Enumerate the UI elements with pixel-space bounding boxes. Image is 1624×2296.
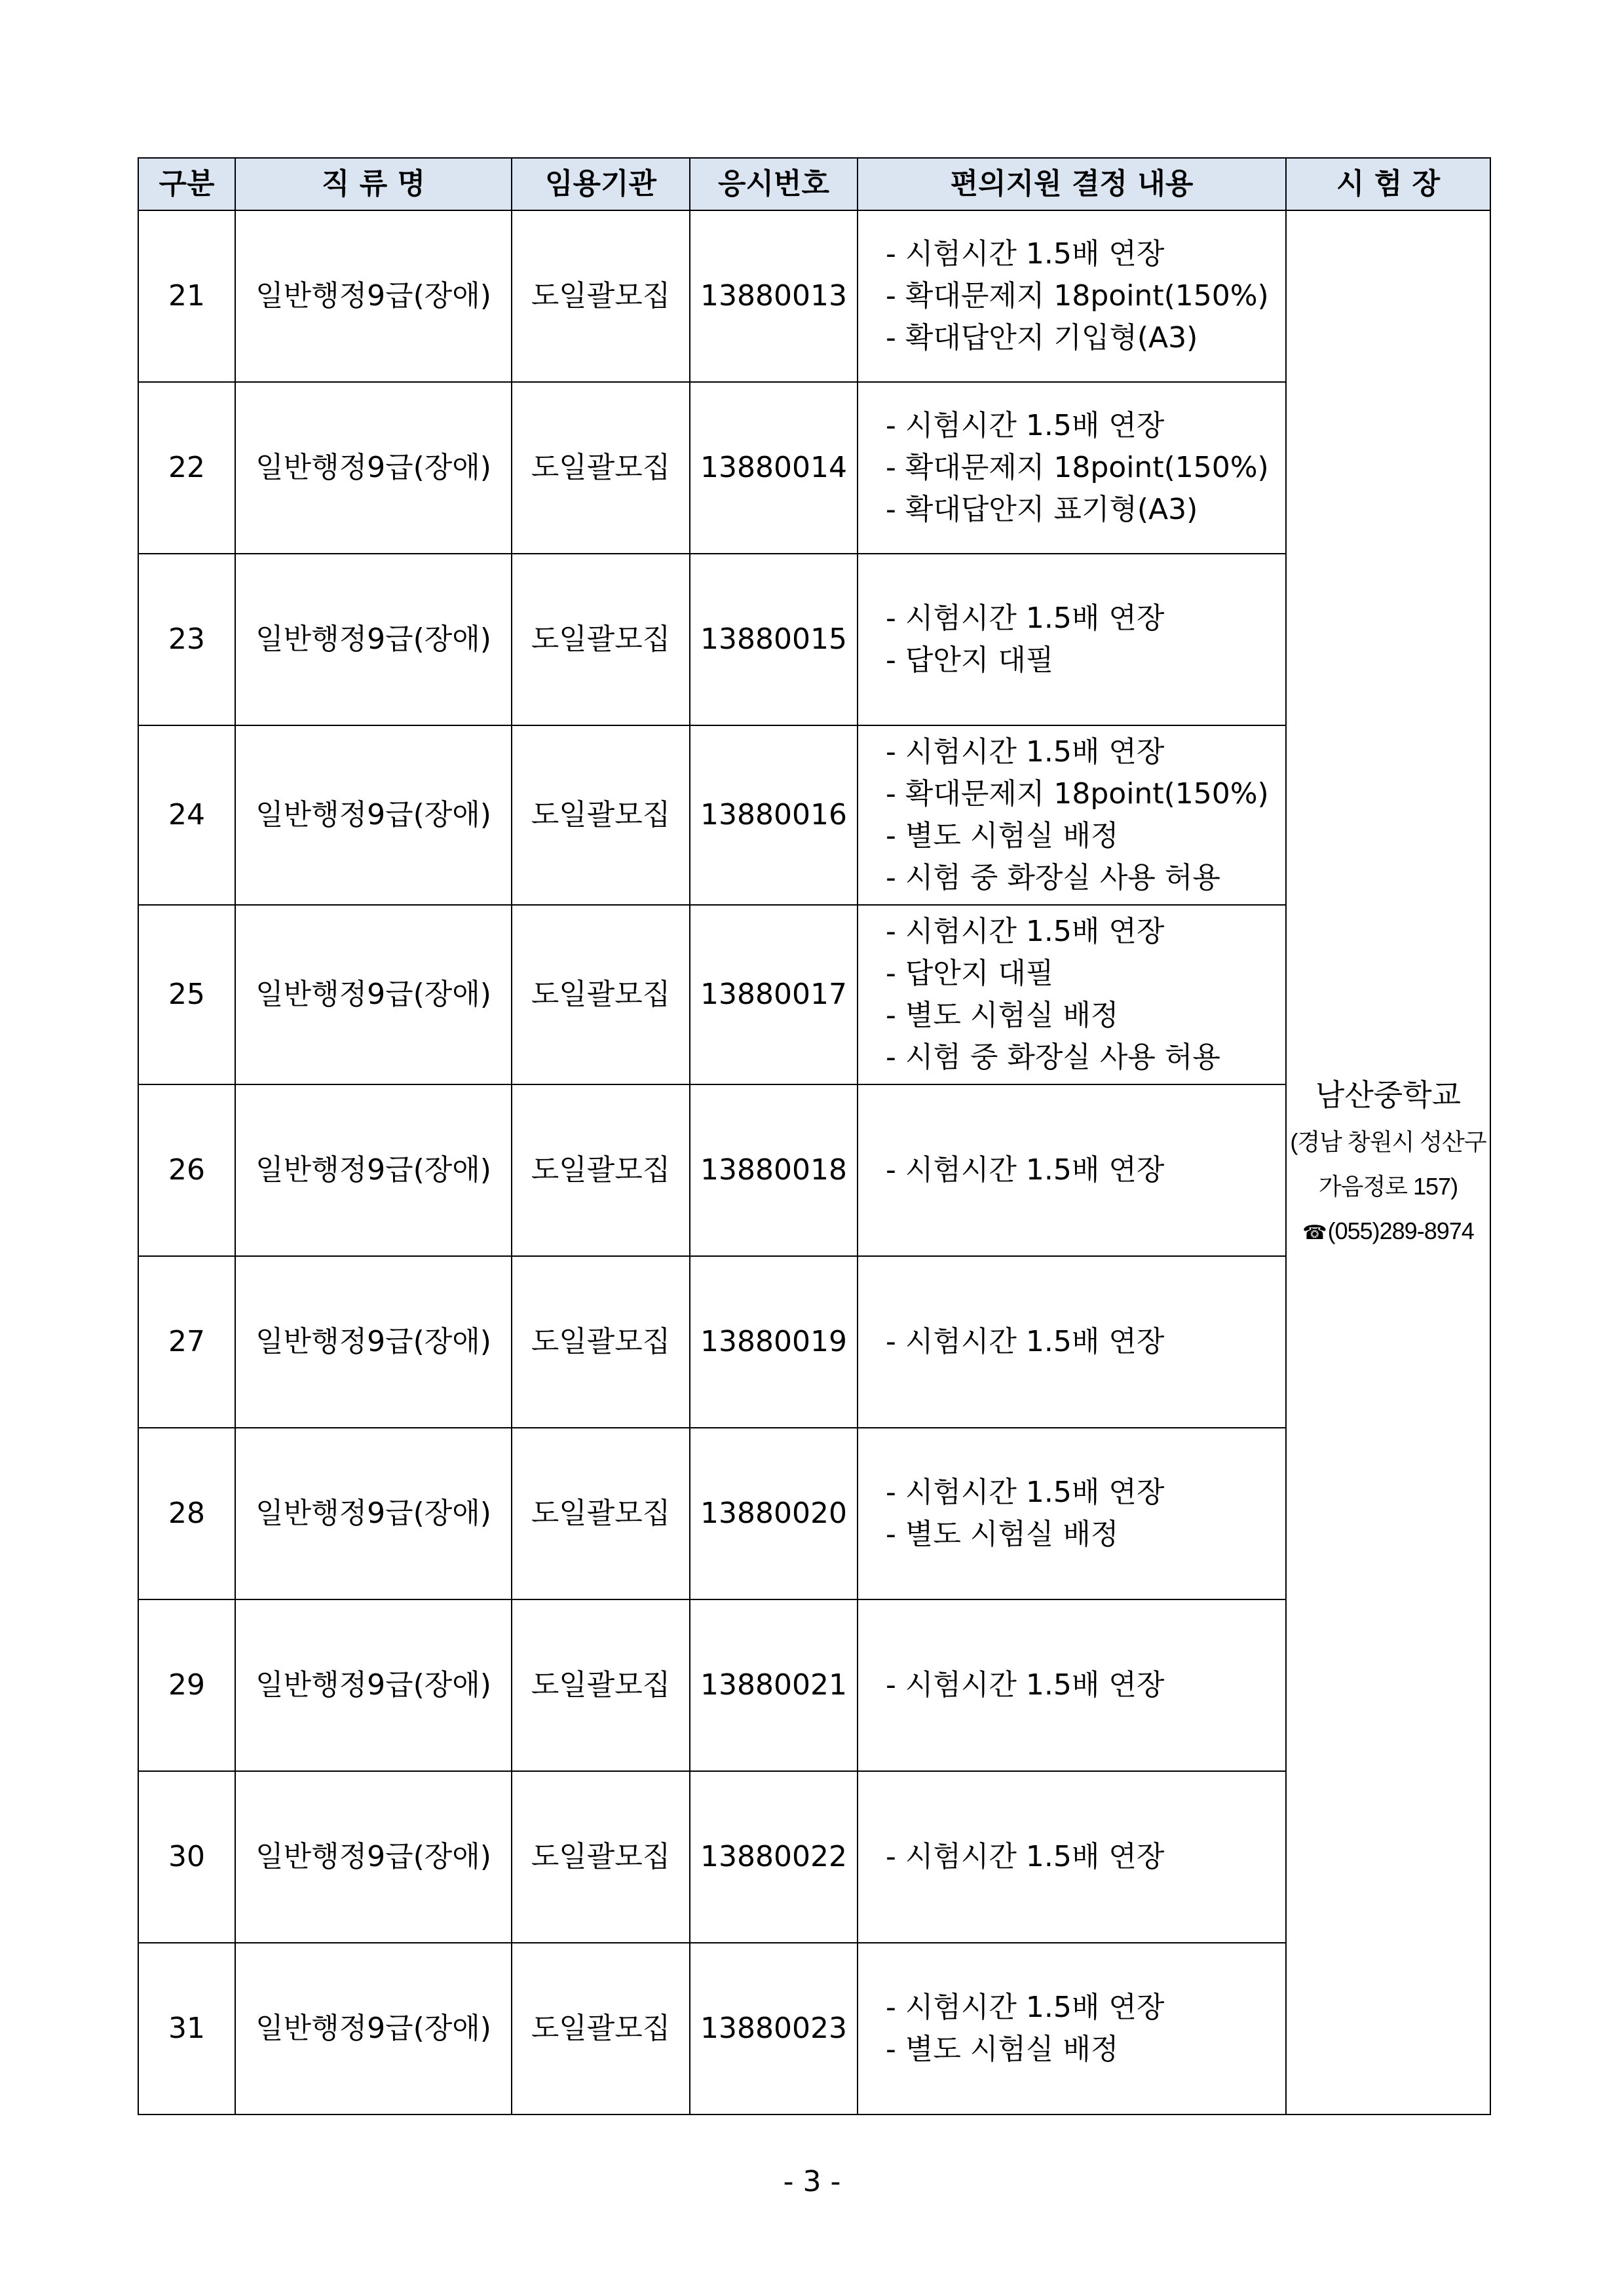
header-category: 구분 <box>138 158 235 210</box>
agency-cell: 도일괄모집 <box>512 1428 690 1599</box>
page-number: - 3 - <box>783 2165 841 2198</box>
exam-number-cell: 13880014 <box>690 382 858 554</box>
table-header-row <box>138 158 1490 210</box>
support-item: - 시험시간 1.5배 연장 <box>886 1325 1165 1358</box>
job-title-cell: 일반행정9급(장애) <box>235 1256 512 1428</box>
support-item: - 시험시간 1.5배 연장 <box>886 1153 1165 1187</box>
job-title-cell: 일반행정9급(장애) <box>235 210 512 382</box>
header-agency: 임용기관 <box>512 158 690 210</box>
support-item: - 시험시간 1.5배 연장 <box>886 735 1165 769</box>
row-number-cell: 25 <box>138 905 235 1084</box>
agency-cell: 도일괄모집 <box>512 382 690 554</box>
support-details-cell <box>858 905 1286 1084</box>
support-item: - 시험시간 1.5배 연장 <box>886 1476 1165 1509</box>
venue-address-line1: (경남 창원시 성산구 <box>1290 1128 1486 1155</box>
job-title-cell: 일반행정9급(장애) <box>235 1771 512 1943</box>
support-item: - 시험시간 1.5배 연장 <box>886 1840 1165 1873</box>
venue-phone: (055)289-8974 <box>1327 1217 1474 1244</box>
support-details-cell <box>858 725 1286 905</box>
row-number-cell: 26 <box>138 1084 235 1256</box>
exam-number-cell: 13880021 <box>690 1599 858 1771</box>
row-number-cell: 27 <box>138 1256 235 1428</box>
support-item: - 시험시간 1.5배 연장 <box>886 915 1165 948</box>
support-details-cell <box>858 1599 1286 1771</box>
header-exam-venue: 시 험 장 <box>1286 158 1490 210</box>
row-number-cell: 22 <box>138 382 235 554</box>
row-number-cell: 29 <box>138 1599 235 1771</box>
exam-number-cell: 13880018 <box>690 1084 858 1256</box>
support-item: - 별도 시험실 배정 <box>886 819 1119 852</box>
agency-cell: 도일괄모집 <box>512 1771 690 1943</box>
support-details-cell <box>858 382 1286 554</box>
job-title-cell: 일반행정9급(장애) <box>235 1599 512 1771</box>
support-item: - 답안지 대필 <box>886 643 1054 677</box>
row-number-cell: 23 <box>138 554 235 725</box>
agency-cell: 도일괄모집 <box>512 210 690 382</box>
agency-cell: 도일괄모집 <box>512 905 690 1084</box>
job-title-cell: 일반행정9급(장애) <box>235 554 512 725</box>
support-item: - 시험시간 1.5배 연장 <box>886 409 1165 442</box>
exam-number-cell: 13880017 <box>690 905 858 1084</box>
support-item: - 시험 중 화장실 사용 허용 <box>886 861 1220 894</box>
agency-cell: 도일괄모집 <box>512 1599 690 1771</box>
row-number-cell: 30 <box>138 1771 235 1943</box>
exam-number-cell: 13880023 <box>690 1943 858 2114</box>
venue-phone-line <box>1287 1209 1490 1255</box>
agency-cell: 도일괄모집 <box>512 725 690 905</box>
support-item: - 시험 중 화장실 사용 허용 <box>886 1041 1220 1074</box>
agency-cell: 도일괄모집 <box>512 1943 690 2114</box>
support-item: - 별도 시험실 배정 <box>886 999 1119 1032</box>
support-details-cell <box>858 554 1286 725</box>
support-details-cell <box>858 210 1286 382</box>
support-item: - 시험시간 1.5배 연장 <box>886 1991 1165 2024</box>
job-title-cell: 일반행정9급(장애) <box>235 725 512 905</box>
support-details-cell <box>858 1771 1286 1943</box>
exam-number-cell: 13880013 <box>690 210 858 382</box>
table-row <box>138 210 1490 382</box>
job-title-cell: 일반행정9급(장애) <box>235 1428 512 1599</box>
exam-number-cell: 13880019 <box>690 1256 858 1428</box>
row-number-cell: 21 <box>138 210 235 382</box>
support-item: - 시험시간 1.5배 연장 <box>886 237 1165 271</box>
job-title-cell: 일반행정9급(장애) <box>235 382 512 554</box>
table-body <box>138 210 1490 2114</box>
exam-accommodation-table <box>138 157 1491 2115</box>
support-item: - 별도 시험실 배정 <box>886 1518 1119 1551</box>
venue-name: 남산중학교 <box>1315 1077 1462 1113</box>
job-title-cell: 일반행정9급(장애) <box>235 905 512 1084</box>
header-job-title: 직 류 명 <box>235 158 512 210</box>
phone-icon: ☎ <box>1302 1221 1327 1244</box>
support-item: - 확대답안지 기입형(A3) <box>886 321 1198 354</box>
exam-number-cell: 13880020 <box>690 1428 858 1599</box>
exam-number-cell: 13880015 <box>690 554 858 725</box>
header-exam-number: 응시번호 <box>690 158 858 210</box>
row-number-cell: 31 <box>138 1943 235 2114</box>
exam-number-cell: 13880022 <box>690 1771 858 1943</box>
agency-cell: 도일괄모집 <box>512 1256 690 1428</box>
row-number-cell: 24 <box>138 725 235 905</box>
support-item: - 시험시간 1.5배 연장 <box>886 602 1165 635</box>
row-number-cell: 28 <box>138 1428 235 1599</box>
exam-venue-cell <box>1286 210 1490 2114</box>
agency-cell: 도일괄모집 <box>512 554 690 725</box>
support-details-cell <box>858 1428 1286 1599</box>
support-details-cell <box>858 1084 1286 1256</box>
exam-number-cell: 13880016 <box>690 725 858 905</box>
header-support-details: 편의지원 결정 내용 <box>858 158 1286 210</box>
support-item: - 확대문제지 18point(150%) <box>886 777 1269 811</box>
support-item: - 시험시간 1.5배 연장 <box>886 1668 1165 1702</box>
support-item: - 확대문제지 18point(150%) <box>886 451 1269 484</box>
support-item: - 확대답안지 표기형(A3) <box>886 493 1198 526</box>
job-title-cell: 일반행정9급(장애) <box>235 1943 512 2114</box>
venue-address-line2: 가음정로 157) <box>1318 1172 1458 1200</box>
support-item: - 답안지 대필 <box>886 957 1054 990</box>
agency-cell: 도일괄모집 <box>512 1084 690 1256</box>
support-details-cell <box>858 1943 1286 2114</box>
support-details-cell <box>858 1256 1286 1428</box>
support-item: - 별도 시험실 배정 <box>886 2033 1119 2066</box>
job-title-cell: 일반행정9급(장애) <box>235 1084 512 1256</box>
support-item: - 확대문제지 18point(150%) <box>886 279 1269 313</box>
